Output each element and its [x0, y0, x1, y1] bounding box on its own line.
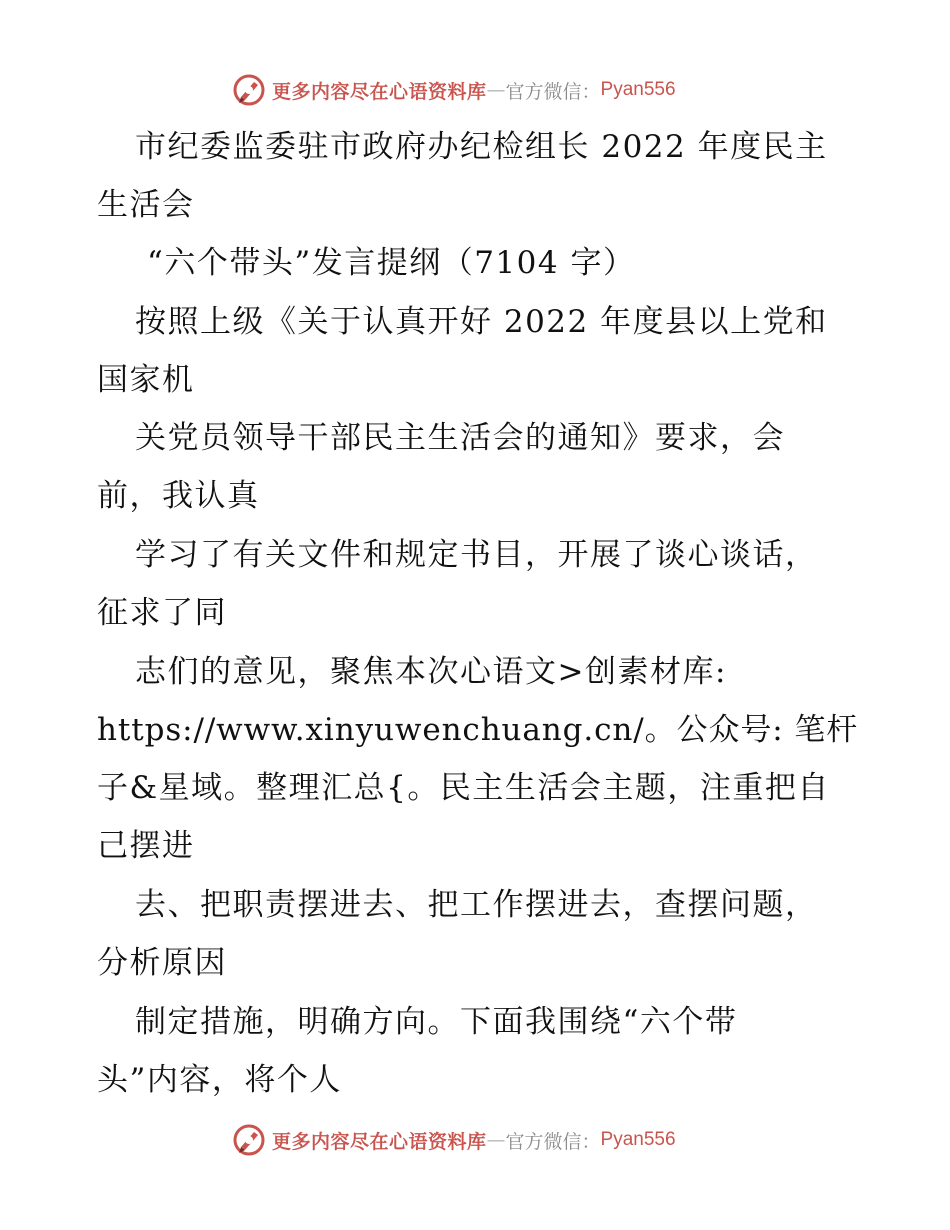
header-dash: — — [486, 79, 506, 101]
footer-watermark — [232, 1120, 676, 1160]
text-line: https://www.xinyuwenchuang.cn/。公众号: 笔杆 — [97, 712, 859, 748]
header-brand-text: 更多内容尽在心语资料库 — [272, 80, 487, 103]
text-line: 子&星域。整理汇总{。民主生活会主题，注重把自 — [97, 770, 830, 806]
text-line: 己摆进 — [97, 828, 195, 864]
brush-pen-logo-icon — [232, 1123, 266, 1157]
text-line: 学习了有关文件和规定书目，开展了谈心谈话， — [135, 537, 818, 573]
footer-brand-text: 更多内容尽在心语资料库 — [272, 1130, 487, 1153]
footer-account: Pyan556 — [600, 1129, 676, 1150]
text-line: 市纪委监委驻市政府办纪检组长 2022 年度民主 — [135, 129, 828, 165]
text-line: 头”内容，将个人 — [97, 1062, 342, 1098]
text-line: 志们的意见，聚焦本次心语文>创素材库: — [135, 654, 727, 690]
header-watermark — [232, 70, 676, 110]
text-line: 生活会 — [97, 187, 195, 223]
text-line: “六个带头”发言提纲（7104 字） — [147, 245, 636, 281]
text-line: 国家机 — [97, 362, 195, 398]
footer-dash: — — [486, 1129, 506, 1151]
text-line: 征求了同 — [97, 595, 227, 631]
text-line: 分析原因 — [97, 945, 227, 981]
text-line: 制定措施，明确方向。下面我围绕“六个带 — [135, 1004, 738, 1040]
text-line: 前，我认真 — [97, 478, 260, 514]
text-line: 关党员领导干部民主生活会的通知》要求，会 — [135, 420, 785, 456]
footer-wechat-label: 官方微信： — [505, 1130, 601, 1153]
text-line: 按照上级《关于认真开好 2022 年度县以上党和 — [135, 304, 828, 340]
text-line: 去、把职责摆进去、把工作摆进去，查摆问题， — [135, 887, 818, 923]
header-wechat-label: 官方微信： — [505, 80, 601, 103]
header-account: Pyan556 — [600, 79, 676, 100]
brush-pen-logo-icon — [232, 73, 266, 107]
